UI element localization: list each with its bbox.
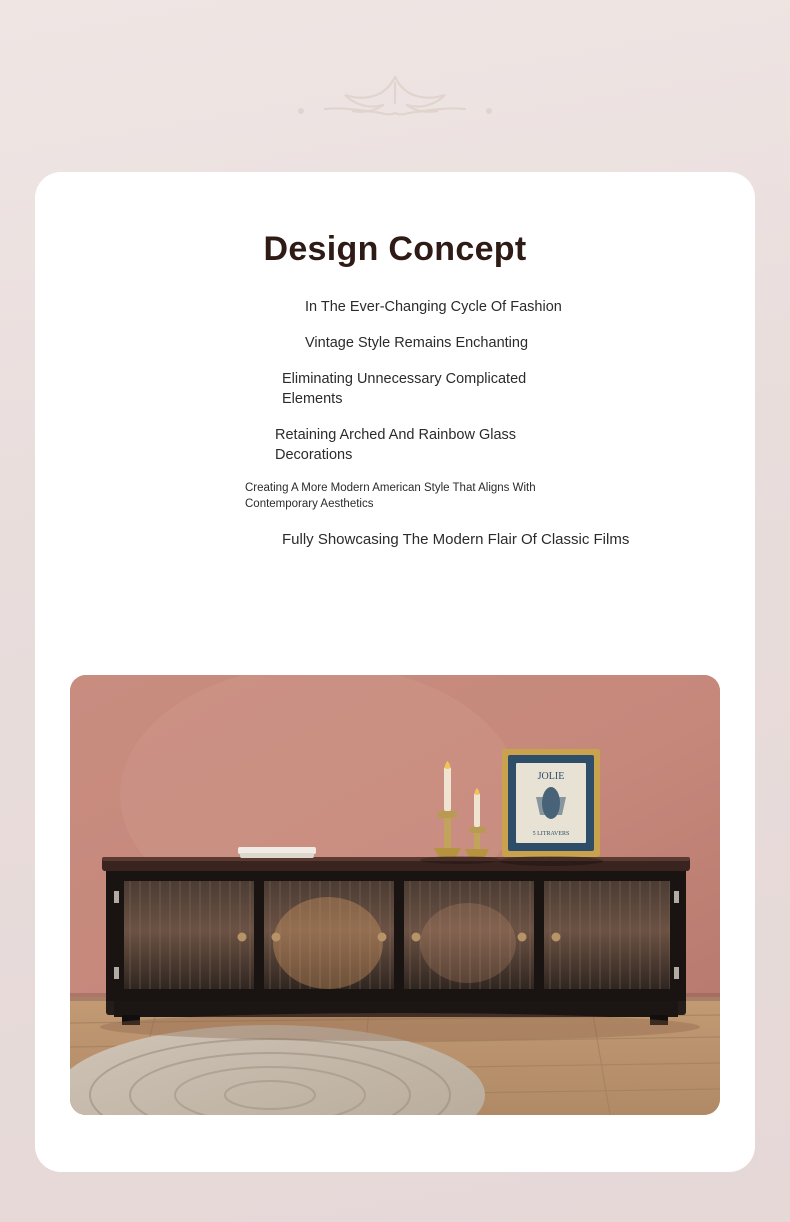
page-title: Design Concept xyxy=(263,230,527,268)
product-photo xyxy=(70,675,720,1115)
concept-line: Vintage Style Remains Enchanting xyxy=(305,335,529,351)
concept-line-list xyxy=(35,297,755,551)
concept-line: In The Ever-Changing Cycle Of Fashion xyxy=(305,299,562,315)
concept-line: Eliminating Unnecessary Complicated Elements xyxy=(282,371,527,407)
picture-frame xyxy=(502,749,600,857)
top-ornament xyxy=(0,58,790,138)
cabinet-knob xyxy=(412,933,421,942)
cabinet-knob xyxy=(272,933,281,942)
cabinet-knob xyxy=(378,933,387,942)
cabinet-knob xyxy=(518,933,527,942)
concept-line: Creating A More Modern American Style That Aligns With Contemporary Aesthetics xyxy=(245,482,536,510)
ornament-dot-right xyxy=(486,108,492,114)
ornament-dot-left xyxy=(298,108,304,114)
svg-text:5 LITRAVERS: 5 LITRAVERS xyxy=(532,831,570,837)
svg-text:JOLIE: JOLIE xyxy=(537,771,565,782)
cabinet-knob xyxy=(238,933,247,942)
concept-line: Fully Showcasing The Modern Flair Of Classic Films xyxy=(282,531,630,549)
cabinet-knob xyxy=(552,933,561,942)
concept-line: Retaining Arched And Rainbow Glass Decorations xyxy=(275,427,517,463)
flourish-ornament-icon xyxy=(265,63,525,133)
content-card xyxy=(35,172,755,1172)
product-photo-illustration xyxy=(70,675,720,1115)
